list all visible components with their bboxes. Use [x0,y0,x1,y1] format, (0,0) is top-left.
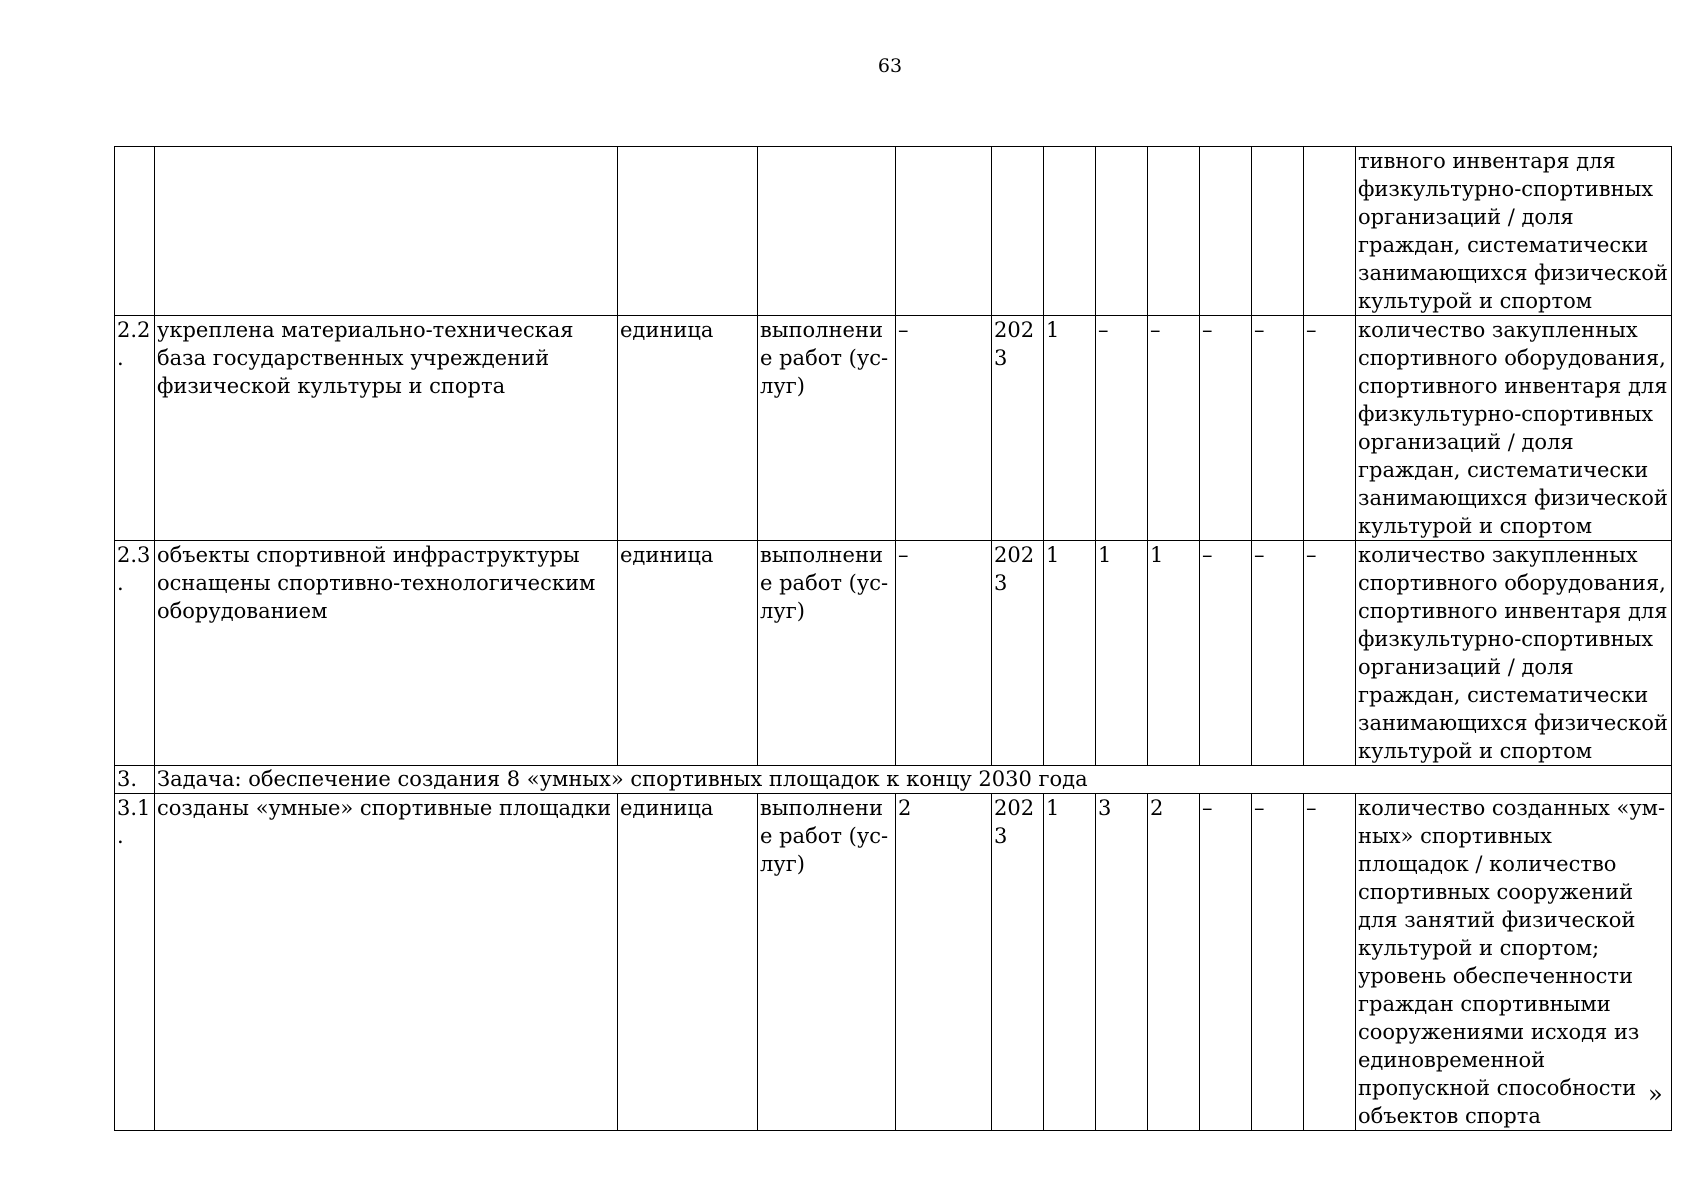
unit-cell [618,147,758,316]
year-value-cell: 1 [1096,541,1148,766]
unit-cell: единица [618,541,758,766]
type-cell: выполнение работ (услуг) [758,316,896,541]
year-value-cell: – [1252,316,1304,541]
year-value-cell [1200,147,1252,316]
page-number: 63 [877,55,903,77]
task-text: Задача: обеспечение создания 8 «умных» спортивных площадок к концу 2030 года [155,766,1672,794]
task-number: 3. [115,766,155,794]
type-cell: выполнение работ (услуг) [758,541,896,766]
year-value-cell [1044,147,1096,316]
table-row [115,541,1672,766]
base-year-cell: 2023 [992,316,1044,541]
year-value-cell: – [1252,541,1304,766]
base-year-cell: 2023 [992,541,1044,766]
base-value-cell: – [896,316,992,541]
year-value-cell: – [1200,316,1252,541]
base-value-cell: – [896,541,992,766]
task-row [115,766,1672,794]
result-cell: объекты спортивной инфраструктуры оснащены спортивно-технологическим оборудованием [155,541,618,766]
row-number [115,147,155,316]
year-value-cell: – [1304,541,1356,766]
link-indicator-cell: тивного инвентаря для физкультурно-спортивных организаций / доля граждан, систематически занимающихся физической культурой и спортом [1356,147,1672,316]
result-cell [155,147,618,316]
year-value-cell: 1 [1148,541,1200,766]
year-value-cell: 3 [1096,794,1148,1131]
base-year-cell [992,147,1044,316]
type-cell: выполнение работ (услуг) [758,794,896,1131]
year-value-cell: – [1304,794,1356,1131]
year-value-cell: – [1200,794,1252,1131]
year-value-cell: – [1096,316,1148,541]
year-value-cell [1304,147,1356,316]
result-cell: созданы «умные» спортивные площадки [155,794,618,1131]
base-year-cell: 2023 [992,794,1044,1131]
result-cell: укреплена материально-техническая база государственных учреждений физической культуры и спорта [155,316,618,541]
row-number: 2.2. [115,316,155,541]
year-value-cell: 2 [1148,794,1200,1131]
unit-cell: единица [618,316,758,541]
unit-cell: единица [618,794,758,1131]
table-row [115,147,1672,316]
row-number: 3.1. [115,794,155,1131]
year-value-cell: 1 [1044,541,1096,766]
year-value-cell [1148,147,1200,316]
year-value-cell [1096,147,1148,316]
link-indicator-cell: количество созданных «умных» спортивных площадок / количество спортивных сооружений для занятий физической культурой и спортом; уровень обеспеченности граждан спортивными сооружениями исходя из единовременной пропускной способности объектов спорта [1356,794,1672,1131]
base-value-cell [896,147,992,316]
row-number: 2.3. [115,541,155,766]
year-value-cell: 1 [1044,316,1096,541]
year-value-cell: – [1304,316,1356,541]
year-value-cell: – [1148,316,1200,541]
link-indicator-cell: количество закупленных спортивного оборудования, спортивного инвентаря для физкультурно-спортивных организаций / доля граждан, систематически занимающихся физической культурой и спортом [1356,316,1672,541]
year-value-cell: – [1252,794,1304,1131]
link-indicator-cell: количество закупленных спортивного оборудования, спортивного инвентаря для физкультурно-спортивных организаций / доля граждан, систематически занимающихся физической культурой и спортом [1356,541,1672,766]
table-row [115,316,1672,541]
indicators-table [114,146,1672,1131]
year-value-cell [1252,147,1304,316]
type-cell [758,147,896,316]
year-value-cell: 1 [1044,794,1096,1131]
table-row [115,794,1672,1131]
base-value-cell: 2 [896,794,992,1131]
closing-quote-mark: » [1648,1080,1663,1108]
year-value-cell: – [1200,541,1252,766]
